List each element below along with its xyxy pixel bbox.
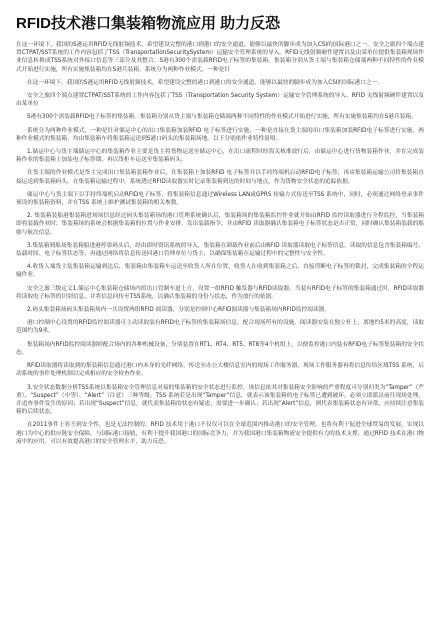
paragraph: RFID读取器将读取到的集装箱信息通过港口内本身的光纤网络，传送至办公大楼信息室内的现场工作服务器，现场工作服务器再将信息传给区域TSS 系统，启动系统的事件处理机制以完成相应的安全检查作业。: [16, 363, 424, 378]
paragraph: 系统分为两种作业模式，一种是针对储运中心的出口集装箱加装RFID 电子标签进行实施，一种是直接在货主端的出口集装箱加装RFID电子标签进行实施，两种作业模式的集装箱，均由集装箱车将集装箱运送到S港口码头的集装箱场地。以下分别依作业特性说明。: [16, 127, 424, 142]
paragraph: 2. 集装箱装船港集装箱进场场信息经过码头集装箱场的港口管理系统确认后，集装箱场的集装箱监控作业就开始由RFID 监控读取器进行全程监控，当集装箱即将装载作业时，集装箱场的系统会根据集装箱的位置与作业安排，发出装载指令，并由RFID 读取器确认集装箱电子标签状态是否正常，同时确认集装箱装载的船舶与航次信息。: [16, 213, 424, 236]
paragraph: S港有300个需装载RFID电子标签的集装箱。集装箱分别从货主端与集装箱仓储端两种不同特性的作业模式开始进行实施，所有实施集装箱均在S港兵装箱。: [27, 114, 417, 121]
paragraph: 集装箱场内RFID监控阅读器则配合场内的各种机械设备，分别装置在RT1、RT4、RT5、RT8等4个机组上，以便监控港口内装有RFID电子标签集装箱的安全状态。: [16, 341, 424, 356]
paragraph: 安全之旅三级定义1.储运中心集装箱仓储场内的出口管制车道上方，设置一组RFID 触发器与RFID读取器，当装有RFID电子标签的集装箱通过时，RFID读取器将读取电子标签的识别信息，并将信息回传至TSS系统，以确认集装箱的身份与状态，作为放行的依据。: [16, 285, 424, 300]
paragraph: 在这一环境下，我国的S港运用RFID无线射频技术，希望建设完整的港口到港口的安全通道，能够以最快的脚步成为加入CSI的国际港口之一。: [27, 79, 384, 86]
paragraph: 3.安全状态数据分析TSS系统以集装箱安全管理信息对接的集装箱的安全状态进行监控，该信息依其对集装箱安全影响的严重程度可分别归类为“Tamper”（严重）、“Suspect”（中等）、“Alert”（注意）三种等级。TSS 系统若是出现“Tamper”信息，就表示该集装箱的电子标签已遭到破坏，必须立即派员前往现场处理，并追查事件发生的原因；若出现“Suspect”信息，就代表集装箱的状态有疑虑，需要进一步确认；若出现“Alert”信息，则代表集装箱状态有异常，应持续注意集装箱的后续状态。: [16, 384, 424, 416]
paragraph: 在这一环境下，我国的S港运用RFID无线射频技术，希望建设完整的港口到港口的安全通道，能够以最快的脚步成为加入CSI的国际港口之一。安全之旅四个端点建置CTPAT/SST系统的工作内容包括了TSS（TransportationSecuritySystem）运输安全管理系统的导入。RFID无线射频硬件建置以及由某单位提供集装箱现场作业信息转换成TSS系统对外接口信息等三部分及其整合。S港有300个需装载RFID电子标签的集装箱。集装箱分别从货主端与集装箱仓储端两种不同特性的作业模式开始进行实施，所有实施集装箱均在S港兵装箱。系统分为两种作业模式，一种是针: [16, 42, 424, 73]
paragraph: 在2011事件上看不到安全性，也是无法控制的。RFID 技术用于港口不仅仅可以在全球范围内推动港口的安全管理，也将有利于促进全球贸易的发展，实现以港口为中心的供应链安全保障，与国际港口接轨，有利于提升我国港口的国际竞争力，并为我国港口集装箱物流安全提供有力的技术支撑。通过RFID 技术在港口物流中的应用，可以有效提高港口的安全管理水平，助力反恐。: [16, 422, 424, 445]
paragraph: 港口控制中心设置的RFID监控阅读器可主动读取装有RFID电子标签的集装箱场信息，配合现场所有的设施，阅读器安装在独立杆上，离地约5米的高度，读取范围约为9米。: [16, 320, 424, 335]
paragraph: 在货主端的作业模式是货主完成出口集装箱装箱作业后，在集装箱上加装RFID 电子标签并以手持终端机启动RFID电子标签，再由集装箱运输公司将集装箱直接运送到集装箱码头。在集装箱运输过程中，系统透过RFID读取器实时记录集装箱到达的时间与地点，作为货物安全状态的追踪依据。: [16, 170, 424, 185]
paragraph: 3.集装箱到船场集装箱船进港停靠码头后，经由即时资讯系统的导入，集装箱在卸载作业前后由RFID 读取器读取电子标签信息，读取的信息包含集装箱编号、装载时间、电子标签状态等，再通过网络将信息传送回港口管理单位与货主，以确保集装箱在运输过程中的完整性与安全性。: [16, 242, 424, 258]
paragraph: 1.储运中心与货主端储运中心的集装箱作业主要是货主将货物运送至储运中心，在出口流程时经海关核准放行后，由储运中心进行货物装箱作业，并在完成装箱作业的集装箱上加装电子标签锁，再以货柜车运送至集装箱码头。: [16, 149, 424, 164]
paragraph: 4.收货人端货主装集装箱运输到达后，集装箱由集装箱车运送至收货人所在位置，收货人在收到集装箱之后，直接剪断电子标签的锁封，完成集装箱的全程运输作业。: [16, 264, 424, 279]
article-title: RFID技术港口集装箱物流应用 助力反恐: [16, 15, 281, 32]
paragraph: 2.码头集装箱场码头集装箱场内一共设置两组RFID 阅读器，分别是控制中心RFID阅读器与集装箱场内RFID监控阅读器。: [27, 307, 331, 314]
paragraph: 安全之旅四个端点建置CTPAT/SST系统的工作内容包括了TSS（Transportation Security System）运输安全管理系统的导入、RFID 无线射频硬件建置以及由某单位: [16, 93, 424, 108]
paragraph: 储运中心与货主端下以手持终端机启动RFID电子标签，将集装箱信息通过Wireless LAN或GPRS 传输方式传送至TSS 系统中，同时，必须通过网络登录事件预设的集装箱资料，并在TSS 系统上维护测试集装箱的相关参数。: [16, 191, 424, 207]
article-body: [16, 41, 424, 446]
